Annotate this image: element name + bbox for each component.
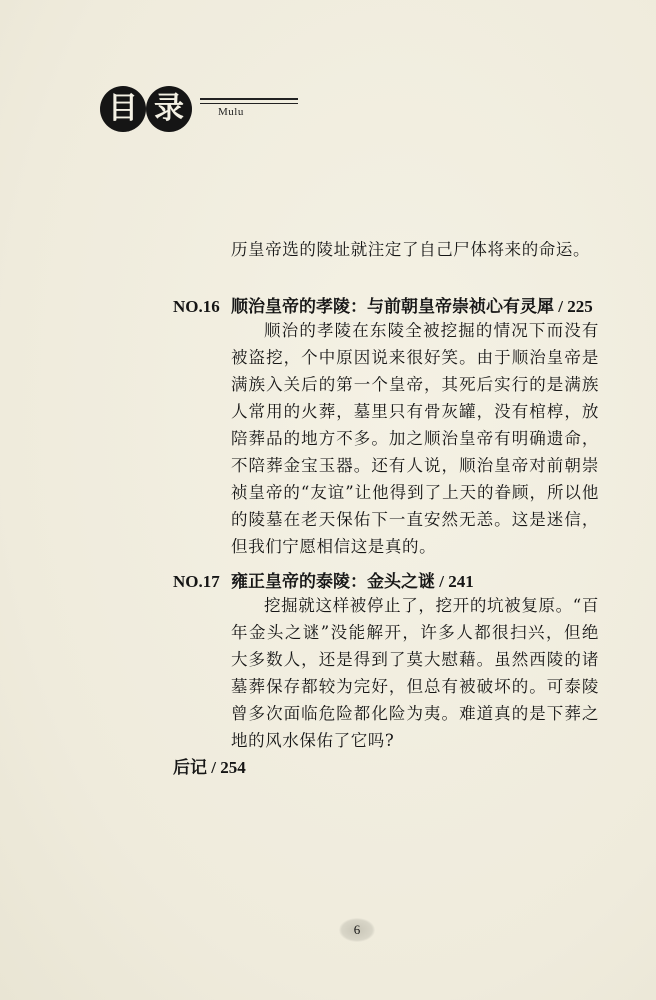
entry-title: 顺治皇帝的孝陵：与前朝皇帝崇祯心有灵犀 / 225: [231, 297, 593, 316]
header-subtitle: Mulu: [218, 106, 244, 118]
continuation-text: 历皇帝选的陵址就注定了自己尸体将来的命运。: [231, 240, 591, 259]
header-rule-thin: [200, 103, 298, 104]
toc-entry-17-heading[interactable]: [173, 567, 474, 592]
toc-afterword[interactable]: 后记 / 254: [173, 758, 246, 777]
entry-number: NO.16: [173, 297, 220, 316]
header-char-circle-1: 目: [100, 86, 146, 132]
header-char-circle-2: 录: [146, 86, 192, 132]
toc-entry-17-summary: 挖掘就这样被停止了，挖开的坑被复原。“百年金头之谜”没能解开，许多人都很扫兴，但绝大多数人，还是得到了莫大慰藉。虽然西陵的诸墓葬保存都较为完好，但总有被破坏的。可泰陵曾多次面临危险都化险为夷。难道真的是下葬之地的风水保佑了它吗?: [231, 596, 599, 750]
page-number: 6: [339, 918, 375, 942]
entry-number: NO.17: [173, 572, 220, 591]
toc-entry-16-heading[interactable]: [173, 292, 593, 317]
toc-entry-16-summary: 顺治的孝陵在东陵全被挖掘的情况下而没有被盗挖，个中原因说来很好笑。由于顺治皇帝是满族入关后的第一个皇帝，其死后实行的是满族人常用的火葬，墓里只有骨灰罐，没有棺椁，放陪葬品的地方不多。加之顺治皇帝有明确遗命，不陪葬金宝玉器。还有人说，顺治皇帝对前朝崇祯皇帝的“友谊”让他得到了上天的眷顾，所以他的陵墓在老天保佑下一直安然无恙。这是迷信，但我们宁愿相信这是真的。: [231, 321, 599, 556]
toc-header: [100, 86, 300, 146]
entry-title: 雍正皇帝的泰陵：金头之谜 / 241: [231, 572, 474, 591]
header-rule: [200, 98, 298, 100]
